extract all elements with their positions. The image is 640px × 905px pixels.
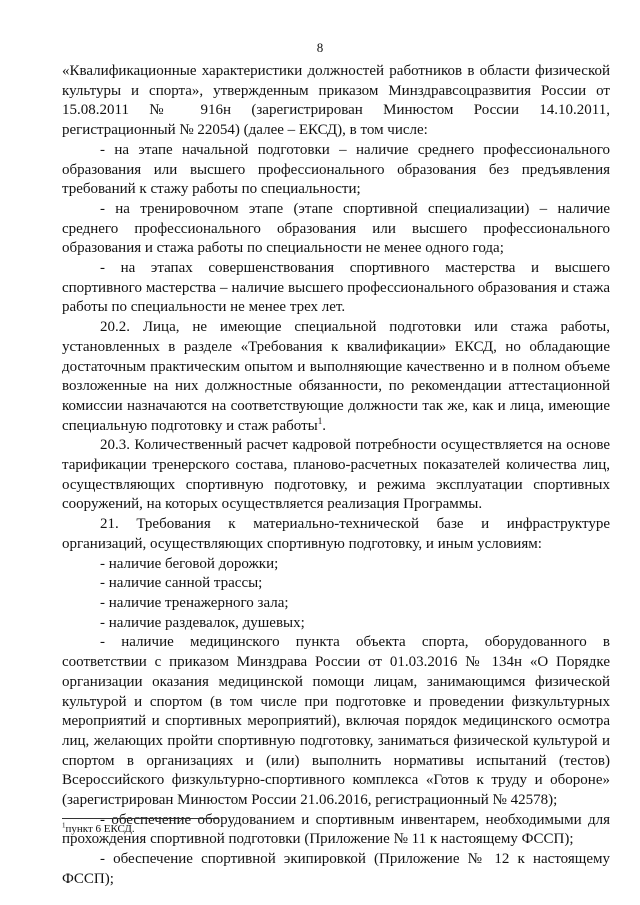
footnote-reference: 1 bbox=[317, 415, 323, 426]
list-item: - обеспечение спортивной экипировкой (Приложение № 12 к настоящему ФССП); bbox=[62, 851, 610, 887]
paragraph: - на этапах совершенствования спортивного мастерства и высшего спортивного мастерства – наличие высшего профессионального образования и стажа работы по специальности не менее трех лет. bbox=[62, 260, 610, 316]
paragraph: 21. Требования к материально-технической базе и инфраструктуре организаций, осуществляющих спортивную подготовку, и иным условиям: bbox=[62, 516, 610, 552]
footnote-divider bbox=[62, 818, 218, 819]
page-number: 8 bbox=[316, 40, 324, 55]
list-item: - обеспечение оборудованием и спортивным инвентарем, необходимыми для прохождения спортивной подготовки (Приложение № 11 к настоящему ФССП); bbox=[62, 811, 610, 848]
paragraph: - на этапе начальной подготовки – наличие среднего профессионального образования или высшего профессионального образования без предъявления требований к стажу работы по специальности; bbox=[62, 141, 610, 198]
paragraph: 20.3. Количественный расчет кадровой потребности осуществляется на основе тарификации тренерского состава, планово-расчетных показателей количества лиц, осуществляющих спортивную подготовку, и режима эксплуатации спортивных сооружений, на которых осуществляется реализация Программы. bbox=[62, 437, 610, 513]
list-item: - наличие медицинского пункта объекта спорта, оборудованного в соответствии с приказом Минздрава России от 01.03.2016 № 134н «О Порядке организации оказания медицинской помощи лицам, занимающимся физической культурой и спортом (в том числе при подготовке и проведении физкультурных мероприятий и спортивных мероприятий), включая порядок медицинского осмотра лиц, желающих пройти спортивную подготовку, заниматься физической культурой и спортом в организациях и (или) выполнить нормативы испытаний (тестов) Всероссийского физкультурно-спортивного комплекса «Готов к труду и обороне» (зарегистрирован Минюстом России 21.06.2016, регистрационный № 42578); bbox=[62, 634, 610, 809]
paragraph: 20.2. Лица, не имеющие специальной подготовки или стажа работы, установленных в разделе «Требования к квалификации» ЕКСД, но обладающие достаточным практическим опытом и выполняющие качественно и в полном объеме возложенные на них должностные обязанности, по рекомендации аттестационной комиссии назначаются на соответствующие должности так же, как и лица, имеющие специальную подготовку и стаж работы$^1$. bbox=[62, 319, 610, 434]
footnote bbox=[62, 823, 135, 835]
footnote-text: пункт 6 ЕКСД. bbox=[65, 823, 135, 835]
paragraph: «Квалификационные характеристики должностей работников в области физической культуры и спорта», утвержденным приказом Минздравсоцразвития России от 15.08.2011 № 916н (зарегистрирован Минюстом России 14.10.2011, регистрационный № 22054) (далее – ЕКСД), в том числе: bbox=[62, 63, 610, 139]
footnote-marker: 1 bbox=[62, 821, 66, 830]
list-item: - наличие раздевалок, душевых; bbox=[100, 614, 305, 631]
list-item: - наличие беговой дорожки; bbox=[100, 555, 279, 572]
list-item: - наличие санной трассы; bbox=[100, 575, 263, 592]
paragraph: - на тренировочном этапе (этапе спортивной специализации) – наличие среднего профессионального образования или высшего профессионального образования и стажа работы по специальности не менее одного года; bbox=[62, 200, 610, 257]
document-body bbox=[62, 62, 610, 890]
list-item: - наличие тренажерного зала; bbox=[100, 594, 289, 611]
